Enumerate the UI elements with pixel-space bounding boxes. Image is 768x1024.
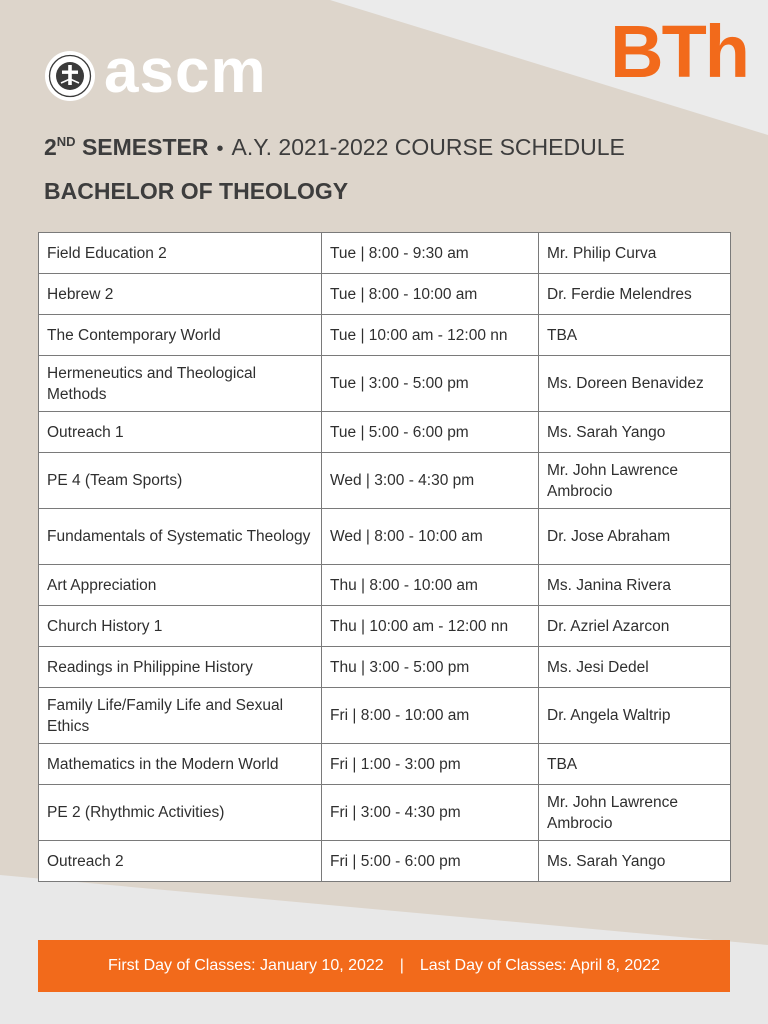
table-row	[39, 453, 731, 509]
table-row	[39, 647, 731, 688]
footer-separator: |	[399, 957, 404, 974]
course-name: PE 4 (Team Sports)	[39, 453, 322, 509]
semester-heading	[44, 134, 625, 161]
course-schedule: Tue | 8:00 - 9:30 am	[322, 233, 539, 274]
course-schedule: Tue | 5:00 - 6:00 pm	[322, 412, 539, 453]
course-instructor: Ms. Jesi Dedel	[539, 647, 731, 688]
table-row	[39, 841, 731, 882]
course-instructor: TBA	[539, 315, 731, 356]
course-name: Family Life/Family Life and Sexual Ethics	[39, 688, 322, 744]
course-instructor: Ms. Janina Rivera	[539, 565, 731, 606]
course-name: Art Appreciation	[39, 565, 322, 606]
semester-number: 2	[44, 134, 57, 160]
ascm-logo	[44, 37, 267, 106]
course-schedule: Thu | 8:00 - 10:00 am	[322, 565, 539, 606]
table-row	[39, 233, 731, 274]
course-schedule: Fri | 5:00 - 6:00 pm	[322, 841, 539, 882]
course-instructor: Dr. Azriel Azarcon	[539, 606, 731, 647]
course-instructor: Dr. Jose Abraham	[539, 509, 731, 565]
table-row	[39, 509, 731, 565]
academic-year: A.Y. 2021-2022 COURSE SCHEDULE	[231, 134, 625, 160]
semester-word: SEMESTER	[81, 134, 209, 160]
course-instructor: Ms. Sarah Yango	[539, 412, 731, 453]
course-schedule: Fri | 3:00 - 4:30 pm	[322, 785, 539, 841]
footer-banner	[38, 940, 730, 992]
course-name: Fundamentals of Systematic Theology	[39, 509, 322, 565]
course-instructor: Mr. John Lawrence Ambrocio	[539, 453, 731, 509]
course-schedule: Tue | 10:00 am - 12:00 nn	[322, 315, 539, 356]
course-name: Field Education 2	[39, 233, 322, 274]
semester-suffix: ND	[56, 134, 76, 149]
table-row	[39, 356, 731, 412]
program-badge: BTh	[610, 10, 748, 93]
table-row	[39, 785, 731, 841]
last-day-of-classes: Last Day of Classes: April 8, 2022	[419, 957, 660, 974]
table-row	[39, 315, 731, 356]
course-schedule: Thu | 10:00 am - 12:00 nn	[322, 606, 539, 647]
course-name: Church History 1	[39, 606, 322, 647]
course-schedule-table	[38, 232, 731, 882]
course-name: Mathematics in the Modern World	[39, 744, 322, 785]
course-instructor: Ms. Sarah Yango	[539, 841, 731, 882]
table-row	[39, 565, 731, 606]
course-name: Readings in Philippine History	[39, 647, 322, 688]
course-schedule: Tue | 8:00 - 10:00 am	[322, 274, 539, 315]
course-schedule: Wed | 8:00 - 10:00 am	[322, 509, 539, 565]
course-instructor: Mr. John Lawrence Ambrocio	[539, 785, 731, 841]
course-name: PE 2 (Rhythmic Activities)	[39, 785, 322, 841]
table-row	[39, 274, 731, 315]
course-schedule: Tue | 3:00 - 5:00 pm	[322, 356, 539, 412]
course-schedule: Fri | 1:00 - 3:00 pm	[322, 744, 539, 785]
course-instructor: Ms. Doreen Benavidez	[539, 356, 731, 412]
course-schedule: Thu | 3:00 - 5:00 pm	[322, 647, 539, 688]
table-row	[39, 688, 731, 744]
table-row	[39, 606, 731, 647]
table-row	[39, 744, 731, 785]
school-seal-icon	[44, 50, 96, 102]
heading-bullet: •	[216, 138, 224, 160]
course-instructor: Mr. Philip Curva	[539, 233, 731, 274]
course-name: Outreach 2	[39, 841, 322, 882]
logo-wordmark: ascm	[104, 37, 267, 106]
course-instructor: TBA	[539, 744, 731, 785]
program-title: BACHELOR OF THEOLOGY	[44, 178, 349, 204]
course-name: Outreach 1	[39, 412, 322, 453]
course-instructor: Dr. Ferdie Melendres	[539, 274, 731, 315]
course-name: Hebrew 2	[39, 274, 322, 315]
first-day-of-classes: First Day of Classes: January 10, 2022	[108, 957, 384, 974]
course-schedule: Wed | 3:00 - 4:30 pm	[322, 453, 539, 509]
course-schedule: Fri | 8:00 - 10:00 am	[322, 688, 539, 744]
course-instructor: Dr. Angela Waltrip	[539, 688, 731, 744]
course-name: The Contemporary World	[39, 315, 322, 356]
table-row	[39, 412, 731, 453]
course-name: Hermeneutics and Theological Methods	[39, 356, 322, 412]
